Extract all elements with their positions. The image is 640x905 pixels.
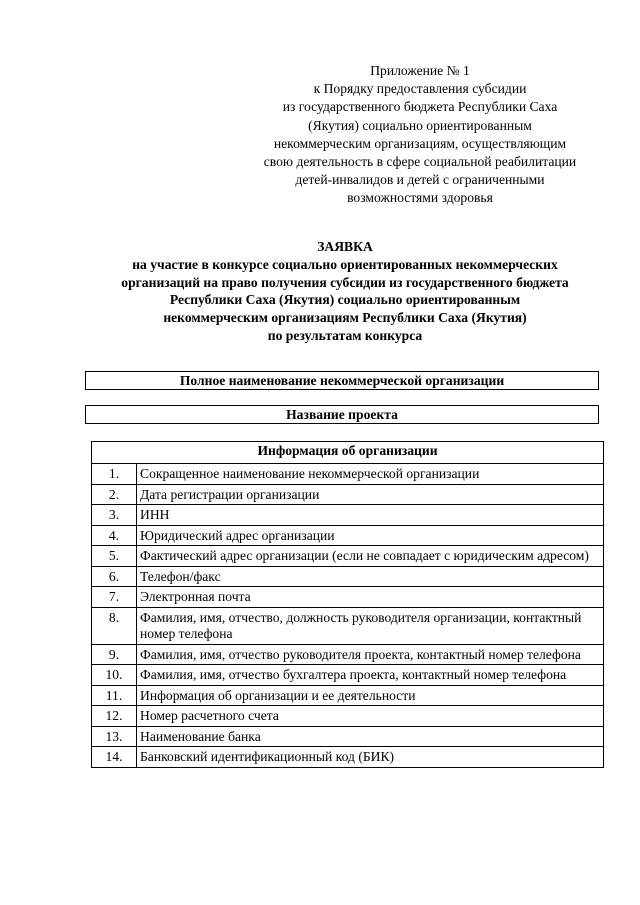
- appendix-line: возможностями здоровья: [347, 190, 493, 206]
- title-line: Республики Саха (Якутия) социально ориентированным: [169, 292, 521, 308]
- row-text: Дата регистрации организации: [137, 484, 604, 505]
- table-row: [92, 747, 604, 768]
- title-line: на участие в конкурсе социально ориентированных некоммерческих: [132, 256, 558, 272]
- project-name-box: Название проекта: [85, 405, 599, 424]
- row-number: 3.: [92, 505, 137, 526]
- row-text: Фамилия, имя, отчество руководителя проекта, контактный номер телефона: [137, 644, 604, 665]
- row-number: 5.: [92, 546, 137, 567]
- table-row: [92, 546, 604, 567]
- row-text: Фактический адрес организации (если не совпадает с юридическим адресом): [137, 546, 604, 567]
- row-number: 9.: [92, 644, 137, 665]
- table-header: Информация об организации: [92, 442, 604, 464]
- organization-info-table: [91, 441, 604, 768]
- appendix-line: детей-инвалидов и детей с ограниченными: [295, 172, 545, 188]
- application-title: [60, 238, 630, 345]
- row-text: Наименование банка: [137, 726, 604, 747]
- title-heading: ЗАЯВКА: [317, 239, 373, 254]
- table-row: [92, 587, 604, 608]
- row-number: 8.: [92, 607, 137, 644]
- org-full-name-box: Полное наименование некоммерческой организации: [85, 371, 599, 390]
- row-text: ИНН: [137, 505, 604, 526]
- row-text: Телефон/факс: [137, 566, 604, 587]
- row-text: Банковский идентификационный код (БИК): [137, 747, 604, 768]
- row-text: Информация об организации и ее деятельности: [137, 685, 604, 706]
- table-row: [92, 566, 604, 587]
- table-row: [92, 644, 604, 665]
- table-row: [92, 726, 604, 747]
- title-line: организаций на право получения субсидии из государственного бюджета: [121, 274, 569, 290]
- table-row: [92, 706, 604, 727]
- row-text: Номер расчетного счета: [137, 706, 604, 727]
- title-line: по результатам конкурса: [267, 327, 423, 343]
- appendix-line: из государственного бюджета Республики Саха: [282, 99, 558, 115]
- appendix-line: свою деятельность в сфере социальной реабилитации: [263, 154, 577, 170]
- table-row: [92, 665, 604, 686]
- row-text: Фамилия, имя, отчество бухгалтера проекта, контактный номер телефона: [137, 665, 604, 686]
- row-number: 2.: [92, 484, 137, 505]
- appendix-line: Приложение № 1: [370, 63, 470, 78]
- table-row: [92, 525, 604, 546]
- table-row: [92, 464, 604, 485]
- row-number: 7.: [92, 587, 137, 608]
- appendix-block: [240, 62, 600, 208]
- row-text: Юридический адрес организации: [137, 525, 604, 546]
- appendix-line: к Порядку предоставления субсидии: [313, 81, 527, 97]
- table-row: [92, 484, 604, 505]
- table-row: [92, 505, 604, 526]
- table-row: [92, 607, 604, 644]
- row-number: 11.: [92, 685, 137, 706]
- row-number: 6.: [92, 566, 137, 587]
- appendix-line: некоммерческим организациям, осуществляющим: [273, 135, 567, 151]
- table-row: [92, 685, 604, 706]
- row-number: 14.: [92, 747, 137, 768]
- row-text: Электронная почта: [137, 587, 604, 608]
- row-number: 4.: [92, 525, 137, 546]
- row-number: 10.: [92, 665, 137, 686]
- table-header-row: [92, 442, 604, 464]
- row-number: 12.: [92, 706, 137, 727]
- title-line: некоммерческим организациям Республики Саха (Якутия): [163, 310, 527, 326]
- appendix-line: (Якутия) социально ориентированным: [308, 117, 532, 133]
- row-number: 13.: [92, 726, 137, 747]
- row-text: Фамилия, имя, отчество, должность руководителя организации, контактный номер телефона: [137, 607, 604, 644]
- row-text: Сокращенное наименование некоммерческой организации: [137, 464, 604, 485]
- row-number: 1.: [92, 464, 137, 485]
